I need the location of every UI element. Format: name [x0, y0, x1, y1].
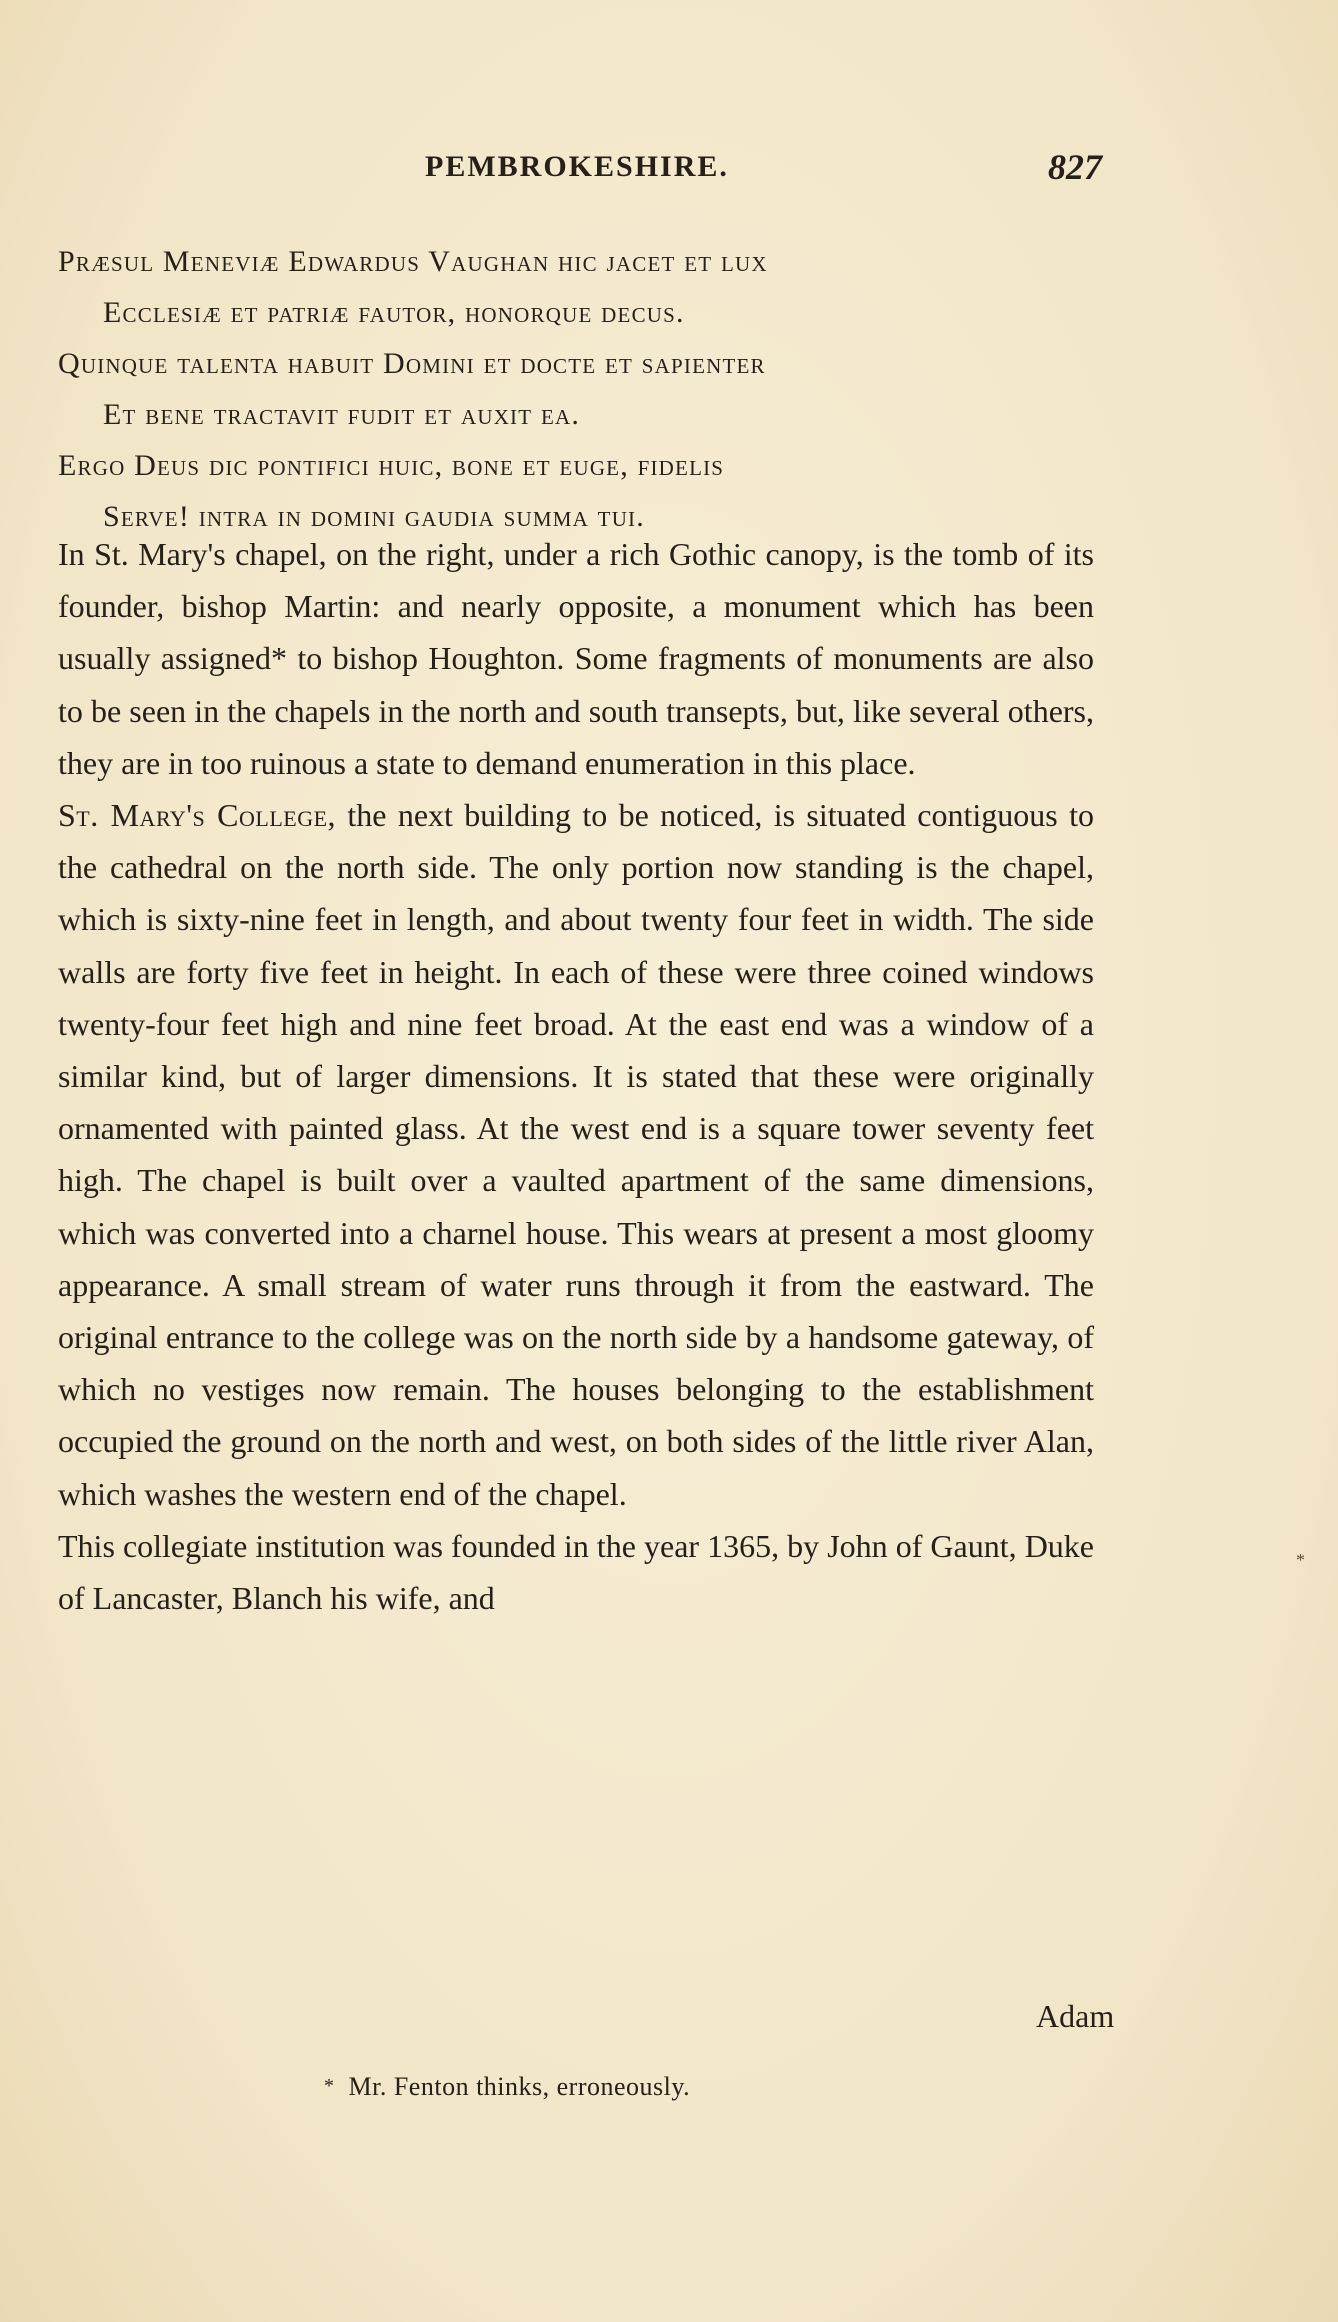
epitaph-line-5: Ergo Deus dic pontifici huic, bone et euge, fidelis — [58, 449, 725, 482]
paragraph-st-marys-chapel: In St. Mary's chapel, on the right, under a rich Gothic canopy, is the tomb of its founder, bishop Martin: and nearly opposite, a monument which has been usually assigned* to bishop Houghton. Some fragments of monuments are also to be seen in the chapels in the north and south transepts, but, like several others, they are in too ruinous a state to demand enumeration in this place. — [58, 536, 1094, 781]
section-heading-st-marys-college: St. Mary's College, — [58, 797, 337, 834]
epitaph-line-3: Quinque talenta habuit Domini et docte et sapienter — [58, 347, 766, 380]
epitaph-line-4: Et bene tractavit fudit et auxit ea. — [103, 398, 581, 431]
margin-asterisk: * — [1296, 1550, 1305, 1570]
page-number: 827 — [1048, 147, 1102, 187]
epitaph-line-2: Ecclesiæ et patriæ fautor, honorque decus. — [103, 296, 685, 329]
page-header — [0, 147, 1338, 190]
paragraph-st-marys-college-text: the next building to be noticed, is situated contiguous to the cathedral on the north side. The only portion now standing is the chapel, which is sixty-nine feet in length, and about twenty four feet in width. The side walls are forty five feet in height. In each of these were three coined windows twenty-four feet high and nine feet broad. At the east end was a window of a similar kind, but of larger dimensions. It is stated that these were originally ornamented with painted glass. At the west end is a square tower seventy feet high. The chapel is built over a vaulted apartment of the same dimensions, which was converted into a charnel house. This wears at present a most gloomy appearance. A small stream of water runs through it from the eastward. The original entrance to the college was on the north side by a handsome gateway, of which no vestiges now remain. The houses belonging to the establishment occupied the ground on the north and west, on both sides of the little river Alan, which washes the western end of the chapel. — [58, 797, 1094, 1512]
paragraph-foundation: This collegiate institution was founded in the year 1365, by John of Gaunt, Duke of Lancaster, Blanch his wife, and — [58, 1527, 1094, 1617]
epitaph-line-1: Præsul Meneviæ Edwardus Vaughan hic jacet et lux — [58, 245, 768, 278]
footnote-mark: * — [324, 2075, 335, 2097]
latin-epitaph — [58, 236, 1098, 542]
footnote-text: Mr. Fenton thinks, erroneously. — [348, 2072, 691, 2101]
epitaph-line-6: Serve! intra in domini gaudia summa tui. — [103, 500, 645, 533]
catchword: Adam — [1036, 1998, 1115, 2034]
paragraph-st-marys-college — [58, 789, 1094, 1520]
footnote — [324, 2072, 690, 2102]
body-text — [58, 528, 1094, 1624]
running-head: PEMBROKESHIRE. — [425, 150, 729, 183]
